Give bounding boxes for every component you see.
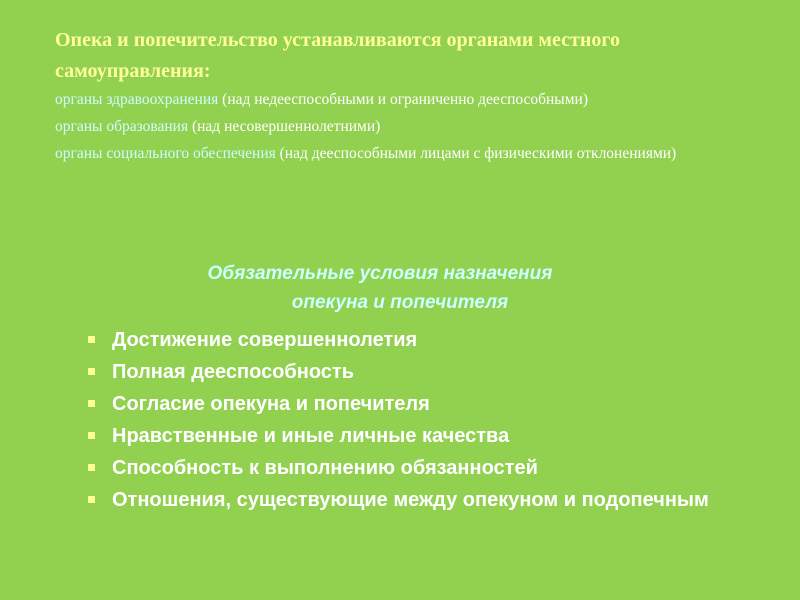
organ-note: (над несовершеннолетними) <box>191 118 381 135</box>
condition-item <box>88 324 765 356</box>
organ-name: органы здравоохранения <box>55 91 219 108</box>
condition-text: Полная дееспособность <box>112 361 355 383</box>
condition-text: Согласие опекуна и попечителя <box>112 393 430 415</box>
organ-note: (над недееспособными и ограниченно дееспособными) <box>222 91 588 108</box>
condition-item <box>88 452 765 484</box>
condition-item <box>88 388 765 420</box>
organ-note: (над дееспособными лицами с физическими отклонениями) <box>279 145 677 162</box>
condition-text: Способность к выполнению обязанностей <box>112 457 538 479</box>
condition-text: Нравственные и иные личные качества <box>112 425 510 447</box>
organ-name: органы образования <box>55 118 189 135</box>
condition-item <box>88 420 765 452</box>
organs-list <box>55 86 755 167</box>
organ-item <box>55 86 755 113</box>
conditions-title-line-1: Обязательные условия назначения <box>207 263 553 284</box>
square-bullet-icon <box>88 400 95 407</box>
organ-name: органы социального обеспечения <box>55 145 276 162</box>
square-bullet-icon <box>88 432 95 439</box>
square-bullet-icon <box>88 464 95 471</box>
condition-item <box>88 484 765 516</box>
condition-item <box>88 356 765 388</box>
square-bullet-icon <box>88 336 95 343</box>
conditions-title-line-2: опекуна и попечителя <box>291 292 509 313</box>
slide-heading: Опека и попечительство устанавливаются органами местного самоуправления: <box>55 29 620 82</box>
conditions-title <box>0 259 800 317</box>
square-bullet-icon <box>88 496 95 503</box>
condition-text: Отношения, существующие между опекуном и подопечным <box>112 489 709 511</box>
conditions-list <box>88 324 765 516</box>
organ-item <box>55 140 755 167</box>
condition-text: Достижение совершеннолетия <box>112 329 418 351</box>
square-bullet-icon <box>88 368 95 375</box>
organ-item <box>55 113 755 140</box>
